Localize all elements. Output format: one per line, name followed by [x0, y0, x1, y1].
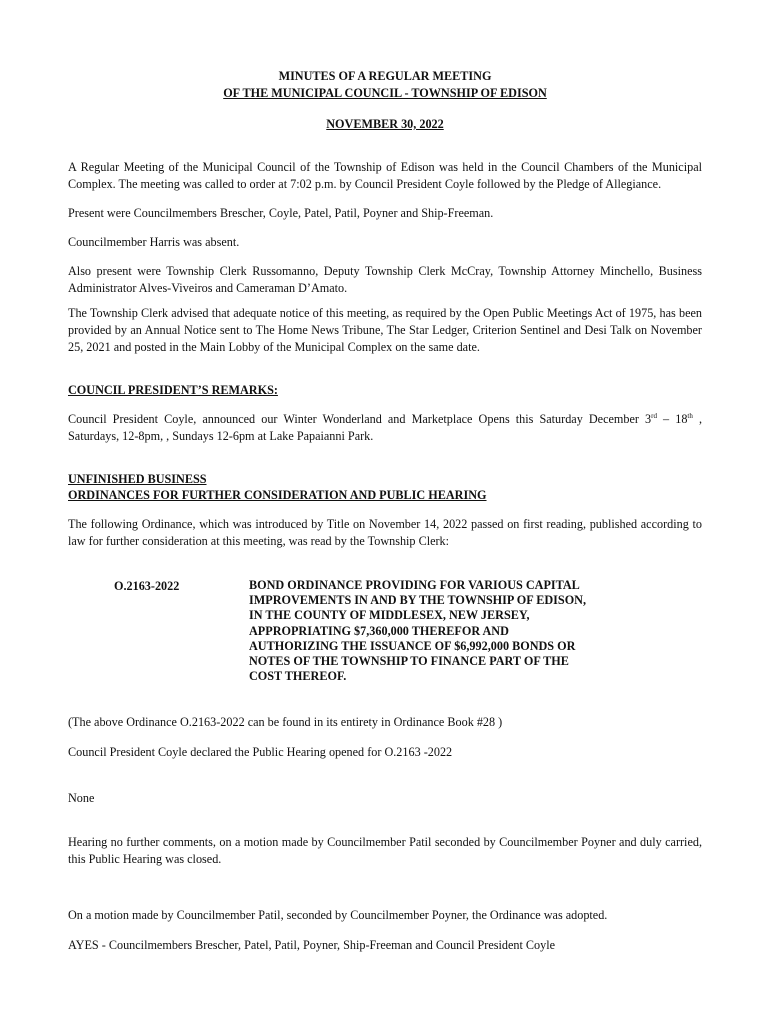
ayes-vote-line: AYES - Councilmembers Brescher, Patel, Patil, Poyner, Ship-Freeman and Council President Coyle	[68, 938, 556, 952]
document-title: MINUTES OF A REGULAR MEETING	[278, 69, 492, 83]
ordinances-heading: ORDINANCES FOR FURTHER CONSIDERATION AND PUBLIC HEARING	[68, 488, 487, 502]
opening-paragraph: A Regular Meeting of the Municipal Council of the Township of Edison was held in the Council Chambers of the Municipal Complex. The meeting was called to order at 7:02 p.m. by Council President Coyle followed by the Pledge of Allegiance.	[68, 160, 702, 191]
remarks-paragraph	[68, 411, 702, 445]
remarks-text-a: Council President Coyle, announced our Winter Wonderland and Marketplace Opens this Saturday December 3	[68, 412, 652, 426]
hearing-closed-paragraph: Hearing no further comments, on a motion made by Councilmember Patil seconded by Councilmember Poyner and duly carried, this Public Hearing was closed.	[68, 835, 702, 866]
remarks-heading: COUNCIL PRESIDENT’S REMARKS:	[68, 383, 278, 397]
ordinance-intro-paragraph: The following Ordinance, which was introduced by Title on November 14, 2022 passed on first reading, published according to law for further consideration at this meeting, was read by the Township Clerk:	[68, 517, 702, 548]
ordinance-book-note: (The above Ordinance O.2163-2022 can be found in its entirety in Ordinance Book #28 )	[68, 715, 503, 729]
also-present-paragraph: Also present were Township Clerk Russomanno, Deputy Township Clerk McCray, Township Attorney Minchello, Business Administrator Alves-Viveiros and Cameraman D’Amato.	[68, 264, 702, 295]
hearing-opened-paragraph: Council President Coyle declared the Public Hearing opened for O.2163 -2022	[68, 745, 453, 759]
notice-paragraph: The Township Clerk advised that adequate notice of this meeting, as required by the Open Public Meetings Act of 1975, has been provided by an Annual Notice sent to The Home News Tribune, The Star Ledger, Criterion Sentinel and Desi Talk on November 25, 2021 and posted in the Main Lobby of the Municipal Complex on the same date.	[68, 306, 702, 354]
unfinished-business-heading: UNFINISHED BUSINESS	[68, 472, 207, 486]
public-comment-none: None	[68, 791, 95, 805]
meeting-date: NOVEMBER 30, 2022	[326, 117, 444, 131]
ordinance-title: BOND ORDINANCE PROVIDING FOR VARIOUS CAPITAL IMPROVEMENTS IN AND BY THE TOWNSHIP OF EDISON, IN THE COUNTY OF MIDDLESEX, NEW JERSEY, APPROPRIATING $7,360,000 THEREFOR AND AUTHORIZING THE ISSUANCE OF $6,992,000 BONDS OR NOTES OF THE TOWNSHIP TO FINANCE PART OF THE COST THEREOF.	[249, 578, 587, 684]
remarks-sup-b: th	[687, 411, 693, 420]
document-subtitle: OF THE MUNICIPAL COUNCIL - TOWNSHIP OF EDISON	[223, 86, 547, 100]
adoption-motion-paragraph: On a motion made by Councilmember Patil, seconded by Councilmember Poyner, the Ordinance was adopted.	[68, 908, 608, 922]
remarks-text-b: – 18	[656, 412, 688, 426]
remarks-sup-a: rd	[651, 411, 657, 420]
absent-paragraph: Councilmember Harris was absent.	[68, 235, 240, 249]
remarks-text-c: , Saturdays, 12-8pm, , Sundays 12-6pm at Lake Papaianni Park.	[68, 412, 703, 443]
ordinance-number: O.2163-2022	[114, 579, 180, 593]
present-paragraph: Present were Councilmembers Brescher, Coyle, Patel, Patil, Poyner and Ship-Freeman.	[68, 206, 494, 220]
